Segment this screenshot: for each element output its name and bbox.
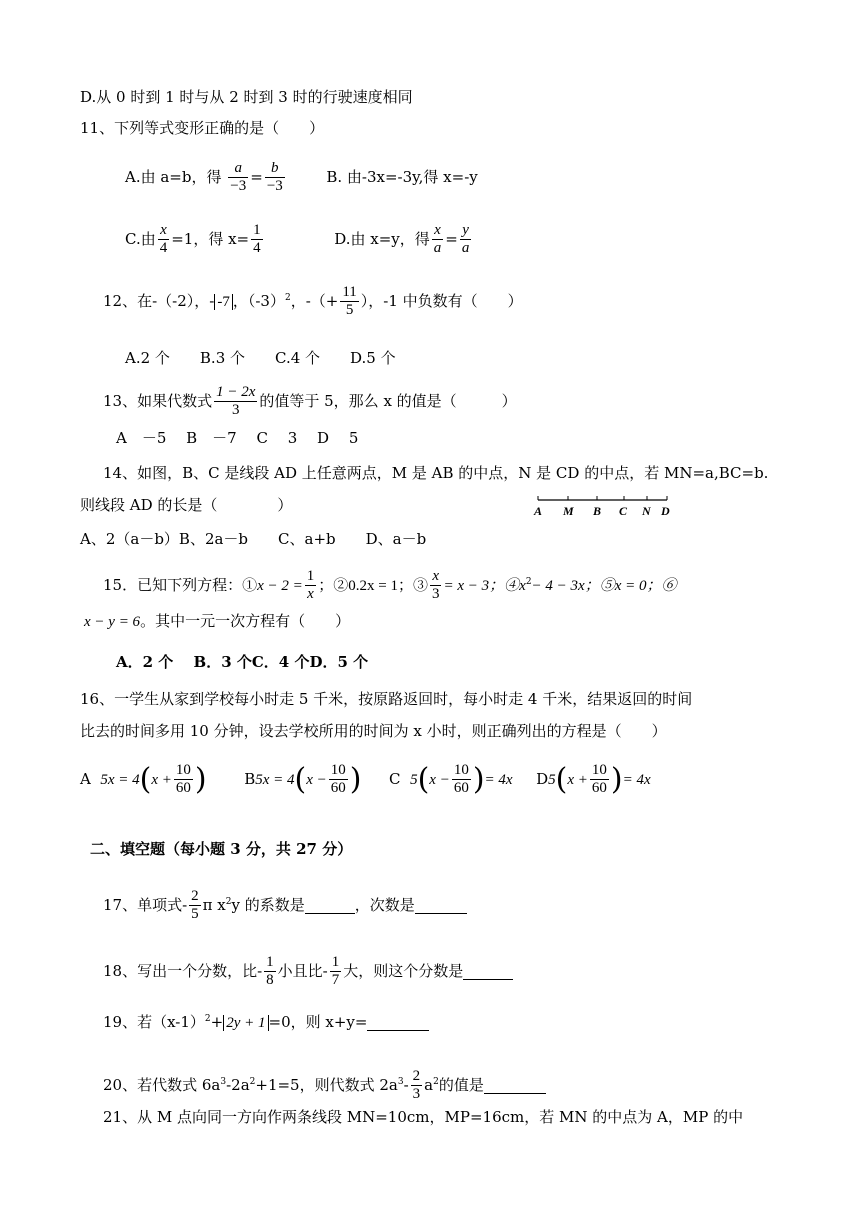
numerator: 2 <box>189 888 201 906</box>
q12-stem-a: 12、在-（-2），- <box>103 291 215 310</box>
q12-options: A.2 个 B.3 个 C.4 个 D.5 个 <box>125 349 396 367</box>
q14-segment-figure <box>530 492 680 524</box>
option-label: D <box>536 769 549 788</box>
q11-d-fraction-2 <box>460 222 472 258</box>
q18-stem-c: 大，则这个分数是 <box>343 961 464 980</box>
q11-d-prefix: D.由 x=y，得 <box>334 229 430 248</box>
q16-option-a: A 5x = 4(x + $\frac{10}{60}$ ) <box>80 761 207 797</box>
q20-sup-3: 3 <box>397 1076 404 1087</box>
denominator: −3 <box>266 178 283 195</box>
option-label: A <box>80 769 91 788</box>
denominator: 5 <box>191 906 199 923</box>
denominator: 60 <box>175 780 191 797</box>
denominator: 5 <box>345 302 354 319</box>
q18 <box>103 954 513 990</box>
q17-sup: 2 <box>225 896 232 907</box>
q17-stem-d: ，次数是 <box>354 895 415 914</box>
label-n: N <box>642 504 651 518</box>
q17 <box>103 888 467 924</box>
fraction <box>329 762 348 798</box>
q20-fraction <box>411 1068 423 1104</box>
q20-sup-2: 2 <box>249 1076 256 1087</box>
q15-e4-x: x <box>519 577 526 594</box>
denominator: 4 <box>159 240 168 257</box>
numerator: 11 <box>340 284 358 302</box>
q20-sup-4: 2 <box>433 1076 439 1087</box>
q20-stem-c: +1=5，则代数式 2a <box>255 1075 398 1094</box>
equals: = <box>250 167 263 186</box>
numerator: 10 <box>590 762 609 780</box>
numerator: 10 <box>452 762 471 780</box>
section-title: 二、填空题（每小题 3 分，共 27 分） <box>90 840 353 858</box>
q15-line-2 <box>84 614 350 630</box>
label-b: B <box>593 504 602 518</box>
label-m: M <box>563 504 574 518</box>
q20-stem-e: a <box>424 1075 434 1094</box>
q19-sup: 2 <box>204 1014 211 1024</box>
denominator: a <box>461 240 470 257</box>
denominator: 3 <box>231 402 240 419</box>
denominator: x <box>307 586 314 603</box>
q13-stem <box>103 384 517 420</box>
q11-c-prefix: C.由 <box>125 229 156 248</box>
q12-sup: 2 <box>284 292 291 303</box>
numerator: 1 − 2x <box>214 384 257 402</box>
q15-e4: − 4 − 3x；⑤ <box>531 577 615 594</box>
q11-option-a <box>125 160 478 196</box>
option-label: C <box>389 769 401 788</box>
numerator: x <box>430 568 442 586</box>
numerator: x <box>432 222 444 240</box>
q19-stem-c: =0，则 x+y= <box>268 1013 368 1031</box>
q18-stem-a: 18、写出一个分数，比- <box>103 961 263 980</box>
q15-e3: = x − 3；④ <box>443 577 520 594</box>
denominator: 60 <box>453 780 469 797</box>
denominator: −3 <box>230 178 247 195</box>
q20-stem-a: 20、若代数式 6a <box>103 1075 221 1094</box>
equals: = <box>445 229 458 248</box>
q17-stem-c: y 的系数是 <box>231 895 305 914</box>
denominator: 60 <box>330 780 346 797</box>
q12-fraction <box>340 284 358 320</box>
denominator: 7 <box>331 972 340 989</box>
numerator: 10 <box>174 762 193 780</box>
numerator: y <box>460 222 472 240</box>
q19-stem-a: 19、若（x-1） <box>103 1013 205 1031</box>
q19-blank[interactable] <box>367 1015 429 1031</box>
q12-stem-d: ），-1 中负数有（ ） <box>360 291 523 310</box>
denominator: a <box>433 240 442 257</box>
q15-e1-mark: ① <box>242 575 258 594</box>
q16-line-1: 16、一学生从家到学校每小时走 5 千米，按原路返回时，每小时走 4 千米，结果返回的时间 <box>80 690 693 708</box>
q21-line-1: 21、从 M 点向同一方向作两条线段 MN=10cm，MP=16cm，若 MN 的中点为 A，MP 的中 <box>103 1108 744 1126</box>
q11-c-fraction-1 <box>158 222 170 258</box>
q14-options: A、2（a－b）B、2a－b C、a+b D、a－b <box>80 530 427 548</box>
q17-fraction <box>189 888 201 924</box>
q13-stem-a: 13、如果代数式 <box>103 391 213 410</box>
q15-e6: x − y = 6 <box>84 614 141 630</box>
denominator: 4 <box>253 240 261 257</box>
label-a: A <box>534 504 543 518</box>
q20-blank[interactable] <box>484 1078 546 1094</box>
q16-options <box>80 762 651 798</box>
q15-line-1 <box>103 568 676 604</box>
q18-stem-b: 小且比- <box>277 961 328 980</box>
numerator: a <box>228 160 248 178</box>
q15-e1: x − 2 = <box>257 577 303 594</box>
q16-option-b: B5x = 4(x − $\frac{10}{60}$ ) <box>244 761 362 797</box>
q13-options: A －5 B －7 C 3 D 5 <box>116 429 359 447</box>
q15-e5: x = 0；⑥ <box>614 577 677 594</box>
numerator: b <box>265 160 285 178</box>
q16-option-c: C 5(x − $\frac{10}{60}$ )= 4x <box>389 761 513 797</box>
q13-fraction <box>214 384 257 420</box>
q11-a-fraction-right <box>265 160 285 196</box>
q12-stem <box>103 284 523 320</box>
label-c: C <box>619 504 628 518</box>
q19 <box>103 1015 429 1031</box>
q16-option-d: D5(x + $\frac{10}{60}$ )= 4x <box>536 761 651 797</box>
q14-line-1: 14、如图，B、C 是线段 AD 上任意两点，M 是 AB 的中点，N 是 CD 的中点，若 MN=a,BC=b. <box>103 464 769 482</box>
fraction <box>174 762 193 798</box>
q11-a-prefix: A.由 a=b，得 <box>125 167 222 186</box>
q17-blank-coefficient[interactable] <box>305 898 355 914</box>
q12-abs-value: -7 <box>214 294 233 310</box>
q15-line-2-text: 。其中一元一次方程有（ ） <box>140 612 351 630</box>
fraction <box>590 762 609 798</box>
q15-e4-sup: 2 <box>525 576 532 587</box>
q15-e3-fraction <box>430 568 442 604</box>
q20-stem-d: - <box>403 1075 409 1094</box>
q19-abs-value: 2y + 1 <box>223 1015 268 1031</box>
denominator: 8 <box>266 972 274 989</box>
q11-a-fraction-left <box>228 160 248 196</box>
q15-e2: ；②0.2x = 1；③ <box>318 577 428 594</box>
q13-stem-b: 的值等于 5，那么 x 的值是（ ） <box>259 391 517 410</box>
q11-d-fraction-1 <box>432 222 444 258</box>
fraction <box>452 762 471 798</box>
q17-stem-b: π x <box>202 895 226 914</box>
q18-blank[interactable] <box>463 964 513 980</box>
numerator: 1 <box>251 222 263 240</box>
q18-fraction-1 <box>264 954 276 990</box>
q17-blank-degree[interactable] <box>415 898 467 914</box>
q11-option-c <box>125 222 473 258</box>
q20-stem-b: -2a <box>226 1075 250 1094</box>
denominator: 60 <box>591 780 607 797</box>
numerator: 1 <box>330 954 342 972</box>
numerator: 2 <box>411 1068 423 1086</box>
option-label: B <box>244 769 256 788</box>
q11-option-b: B. 由-3x=-3y,得 x=-y <box>326 167 478 186</box>
numerator: x <box>158 222 170 240</box>
q11-stem: 11、下列等式变形正确的是（ ） <box>80 119 325 137</box>
q16-line-2: 比去的时间多用 10 分钟，设去学校所用的时间为 x 小时，则正确列出的方程是（ ） <box>80 722 667 740</box>
denominator: 3 <box>431 586 440 603</box>
q20 <box>103 1068 546 1104</box>
numerator: 10 <box>329 762 348 780</box>
q20-sup-1: 3 <box>220 1076 227 1087</box>
q19-stem-b: + <box>210 1013 224 1031</box>
q11-c-mid: =1，得 x= <box>171 229 250 248</box>
q15-options: A．2 个 B．3 个C．4 个D．5 个 <box>116 653 369 671</box>
q12-stem-b: ，（-3） <box>232 291 285 310</box>
numerator: 1 <box>264 954 276 972</box>
label-d: D <box>661 504 670 518</box>
q15-e1-fraction <box>305 568 317 604</box>
q12-stem-c: ，-（+ <box>290 291 339 310</box>
q15-stem: 15．已知下列方程： <box>103 575 243 594</box>
q11-c-fraction-2 <box>251 222 263 258</box>
q20-stem-f: 的值是 <box>438 1075 484 1094</box>
q18-fraction-2 <box>330 954 342 990</box>
denominator: 3 <box>412 1086 421 1103</box>
q10-option-d: D.从 0 时到 1 时与从 2 时到 3 时的行驶速度相同 <box>80 88 413 106</box>
q17-stem-a: 17、单项式- <box>103 895 188 914</box>
q14-line-2: 则线段 AD 的长是（ ） <box>80 496 293 514</box>
numerator: 1 <box>305 568 317 586</box>
